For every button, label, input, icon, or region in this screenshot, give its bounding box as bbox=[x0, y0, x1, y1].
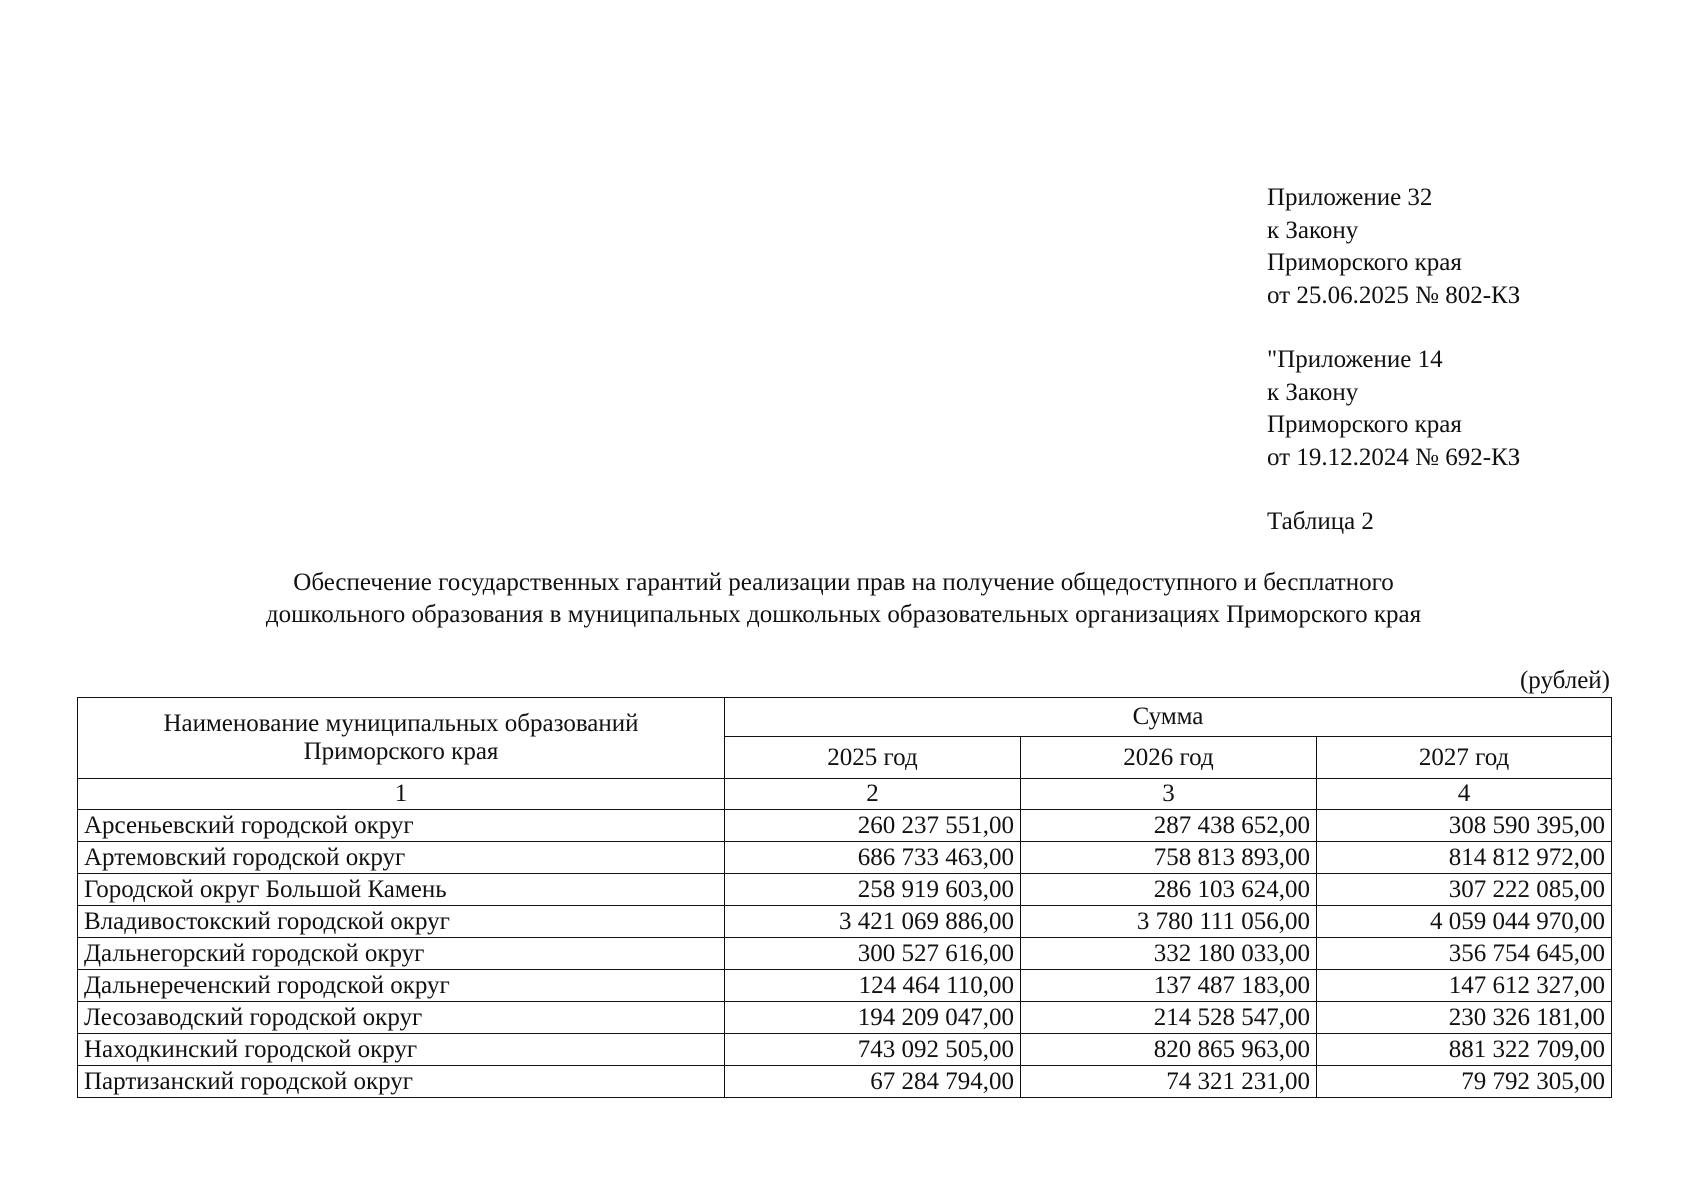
amount-2027: 4 059 044 970,00 bbox=[1317, 906, 1612, 938]
amount-2026: 74 321 231,00 bbox=[1021, 1066, 1317, 1098]
amount-2025: 3 421 069 886,00 bbox=[725, 906, 1021, 938]
amount-2027: 308 590 395,00 bbox=[1317, 810, 1612, 842]
header-year-2027: 2027 год bbox=[1317, 737, 1612, 779]
header-municipality-line: Наименование муниципальных образований bbox=[163, 710, 639, 737]
appendix-header bbox=[1267, 182, 1520, 539]
appendix-line: Приложение 32 bbox=[1267, 184, 1433, 211]
header-year-2026: 2026 год bbox=[1021, 737, 1317, 779]
amount-2026: 286 103 624,00 bbox=[1021, 874, 1317, 906]
amount-2025: 194 209 047,00 bbox=[725, 1002, 1021, 1034]
amount-2027: 79 792 305,00 bbox=[1317, 1066, 1612, 1098]
table-number: Таблица 2 bbox=[1267, 508, 1374, 535]
amount-2027: 814 812 972,00 bbox=[1317, 842, 1612, 874]
appendix-line: к Закону bbox=[1267, 216, 1359, 244]
amount-2026: 332 180 033,00 bbox=[1021, 938, 1317, 970]
amount-2026: 214 528 547,00 bbox=[1021, 1002, 1317, 1034]
title-line: дошкольного образования в муниципальных дошкольных образовательных организациях Приморского края bbox=[265, 601, 1422, 628]
column-index: 3 bbox=[1021, 779, 1317, 810]
funding-table bbox=[77, 697, 1612, 1098]
column-index-row bbox=[78, 779, 1612, 810]
amount-2025: 67 284 794,00 bbox=[725, 1066, 1021, 1098]
amount-2027: 356 754 645,00 bbox=[1317, 938, 1612, 970]
title-line: Обеспечение государственных гарантий реализации прав на получение общедоступного и бесплатного bbox=[293, 569, 1394, 596]
amount-2026: 287 438 652,00 bbox=[1021, 810, 1317, 842]
municipality-name: Дальнереченский городской округ bbox=[78, 970, 725, 1002]
appendix-line: к Закону bbox=[1267, 378, 1359, 406]
table-row bbox=[78, 1034, 1612, 1066]
column-index: 1 bbox=[78, 779, 725, 810]
column-index: 4 bbox=[1317, 779, 1612, 810]
amount-2025: 260 237 551,00 bbox=[725, 810, 1021, 842]
municipality-name: Артемовский городской округ bbox=[78, 842, 725, 874]
table-row bbox=[78, 938, 1612, 970]
units-label: (рублей) bbox=[1519, 667, 1610, 694]
table-row bbox=[78, 970, 1612, 1002]
appendix-line: от 19.12.2024 № 692-КЗ bbox=[1267, 443, 1521, 471]
amount-2025: 124 464 110,00 bbox=[725, 970, 1021, 1002]
table-row bbox=[78, 810, 1612, 842]
table-row bbox=[78, 874, 1612, 906]
header-municipality-line: Приморского края bbox=[303, 738, 499, 765]
amount-2026: 820 865 963,00 bbox=[1021, 1034, 1317, 1066]
table-row bbox=[78, 842, 1612, 874]
municipality-name: Городской округ Большой Камень bbox=[78, 874, 725, 906]
column-index: 2 bbox=[725, 779, 1021, 810]
table-row bbox=[78, 1066, 1612, 1098]
appendix-spacer bbox=[1267, 312, 1520, 344]
municipality-name: Арсеньевский городской округ bbox=[78, 810, 725, 842]
appendix-line: от 25.06.2025 № 802-КЗ bbox=[1267, 281, 1521, 309]
header-municipality bbox=[78, 698, 725, 779]
amount-2026: 758 813 893,00 bbox=[1021, 842, 1317, 874]
amount-2025: 258 919 603,00 bbox=[725, 874, 1021, 906]
table-row bbox=[78, 1002, 1612, 1034]
municipality-name: Владивостокский городской округ bbox=[78, 906, 725, 938]
amount-2026: 3 780 111 056,00 bbox=[1021, 906, 1317, 938]
amount-2025: 300 527 616,00 bbox=[725, 938, 1021, 970]
document-title bbox=[77, 567, 1610, 631]
municipality-name: Находкинский городской округ bbox=[78, 1034, 725, 1066]
municipality-name: Дальнегорский городской округ bbox=[78, 938, 725, 970]
amount-2026: 137 487 183,00 bbox=[1021, 970, 1317, 1002]
header-year-2025: 2025 год bbox=[725, 737, 1021, 779]
amount-2027: 881 322 709,00 bbox=[1317, 1034, 1612, 1066]
table-row bbox=[78, 906, 1612, 938]
amount-2027: 307 222 085,00 bbox=[1317, 874, 1612, 906]
amount-2027: 147 612 327,00 bbox=[1317, 970, 1612, 1002]
appendix-line: Приморского края bbox=[1267, 249, 1462, 276]
municipality-name: Лесозаводский городской округ bbox=[78, 1002, 725, 1034]
appendix-line: Приморского края bbox=[1267, 411, 1462, 438]
municipality-name: Партизанский городской округ bbox=[78, 1066, 725, 1098]
amount-2027: 230 326 181,00 bbox=[1317, 1002, 1612, 1034]
header-sum: Сумма bbox=[725, 698, 1612, 737]
amount-2025: 686 733 463,00 bbox=[725, 842, 1021, 874]
amount-2025: 743 092 505,00 bbox=[725, 1034, 1021, 1066]
appendix-line: "Приложение 14 bbox=[1267, 346, 1443, 373]
